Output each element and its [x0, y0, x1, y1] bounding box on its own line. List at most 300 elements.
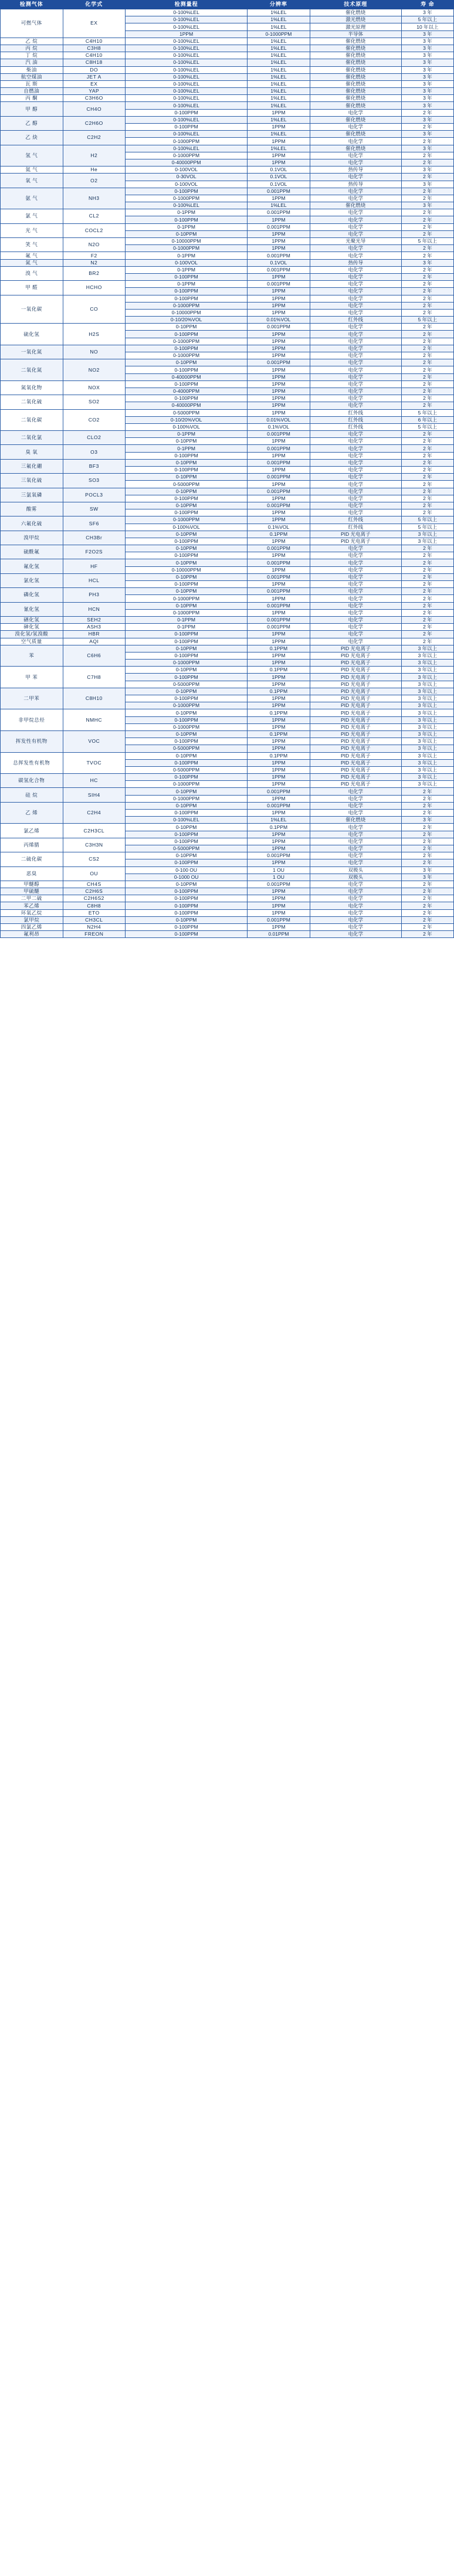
range-cell: 0-100%LEL: [126, 131, 248, 138]
technology-cell: 热传导: [310, 166, 401, 174]
technology-cell: 电化学: [310, 295, 401, 302]
column-header-gas: 检测气体: [1, 1, 63, 9]
lifetime-cell: 5 年以上: [401, 516, 453, 524]
lifetime-cell: 2 年: [401, 252, 453, 259]
gas-name-cell: 乙 醇: [1, 116, 63, 130]
lifetime-cell: 3 年: [401, 38, 453, 45]
lifetime-cell: 3 年: [401, 202, 453, 209]
resolution-cell: 1PPM: [248, 631, 310, 638]
range-cell: 0-10PPM: [126, 688, 248, 695]
lifetime-cell: 2 年: [401, 559, 453, 566]
technology-cell: 电化学: [310, 395, 401, 402]
gas-formula-cell: ETO: [63, 909, 126, 916]
resolution-cell: 0.01%VOL: [248, 416, 310, 423]
range-cell: 0-10PPM: [126, 573, 248, 580]
range-cell: 0-100%LEL: [126, 145, 248, 152]
technology-cell: 电化学: [310, 345, 401, 352]
technology-cell: 电化学: [310, 588, 401, 595]
range-cell: 0-100PPM: [126, 581, 248, 588]
technology-cell: 催化燃烧: [310, 38, 401, 45]
range-cell: 1PPM: [126, 30, 248, 38]
range-cell: 0-10PPM: [126, 709, 248, 716]
resolution-cell: 0.001PPM: [248, 281, 310, 288]
resolution-cell: 1PPM: [248, 838, 310, 845]
range-cell: 0-100PPM: [126, 552, 248, 559]
technology-cell: 电化学: [310, 445, 401, 452]
lifetime-cell: 5 年以上: [401, 409, 453, 416]
range-cell: 0-10PPM: [126, 802, 248, 809]
range-cell: 0-100%LEL: [126, 95, 248, 102]
technology-cell: 电化学: [310, 380, 401, 388]
technology-cell: 电化学: [310, 924, 401, 931]
range-cell: 0-1000PPM: [126, 660, 248, 667]
lifetime-cell: 3 年: [401, 259, 453, 266]
range-cell: 0-1000PPM: [126, 338, 248, 345]
technology-cell: 电化学: [310, 452, 401, 459]
range-cell: 0-100%LEL: [126, 66, 248, 73]
gas-formula-cell: C3H3N: [63, 838, 126, 852]
lifetime-cell: 2 年: [401, 302, 453, 309]
lifetime-cell: 3 年: [401, 52, 453, 59]
resolution-cell: 1PPM: [248, 388, 310, 395]
lifetime-cell: 3 年: [401, 95, 453, 102]
resolution-cell: 0.1%VOL: [248, 423, 310, 430]
resolution-cell: 1PPM: [248, 566, 310, 573]
resolution-cell: 1PPM: [248, 859, 310, 866]
range-cell: 0-100PPM: [126, 216, 248, 223]
technology-cell: PID 光电离子: [310, 667, 401, 674]
range-cell: 0-1000PPM: [126, 302, 248, 309]
lifetime-cell: 2 年: [401, 295, 453, 302]
range-cell: 0-10PPM: [126, 881, 248, 888]
range-cell: 0-1PPM: [126, 252, 248, 259]
gas-formula-cell: CS2: [63, 852, 126, 866]
gas-name-cell: 丙 烷: [1, 45, 63, 52]
resolution-cell: 1%LEL: [248, 16, 310, 23]
lifetime-cell: 2 年: [401, 230, 453, 237]
technology-cell: 电化学: [310, 552, 401, 559]
technology-cell: 电化学: [310, 159, 401, 166]
resolution-cell: 0.1PPM: [248, 688, 310, 695]
gas-name-cell: 溴 气: [1, 266, 63, 280]
range-cell: 0-5000PPM: [126, 681, 248, 688]
gas-name-cell: 氮 气: [1, 259, 63, 266]
table-row: [1, 66, 454, 73]
technology-cell: 电化学: [310, 174, 401, 181]
gas-formula-cell: CO: [63, 295, 126, 324]
resolution-cell: 1PPM: [248, 674, 310, 681]
gas-name-cell: 柴油: [1, 66, 63, 73]
resolution-cell: 0.001PPM: [248, 916, 310, 923]
resolution-cell: 1PPM: [248, 581, 310, 588]
table-row: [1, 324, 454, 331]
table-row: [1, 916, 454, 923]
gas-formula-cell: C3H6O: [63, 95, 126, 102]
resolution-cell: 0.01%VOL: [248, 317, 310, 324]
lifetime-cell: 2 年: [401, 380, 453, 388]
range-cell: 0-5000PPM: [126, 845, 248, 852]
gas-name-cell: 硒化氢: [1, 616, 63, 623]
technology-cell: 激光燃烧: [310, 16, 401, 23]
gas-formula-cell: C2H4: [63, 802, 126, 824]
gas-formula-cell: NMHC: [63, 709, 126, 731]
technology-cell: 电化学: [310, 124, 401, 131]
technology-cell: 电化学: [310, 288, 401, 295]
technology-cell: 电化学: [310, 331, 401, 338]
technology-cell: 电化学: [310, 895, 401, 902]
gas-formula-cell: SO3: [63, 474, 126, 488]
resolution-cell: 1PPM: [248, 509, 310, 516]
technology-cell: 电化学: [310, 223, 401, 230]
range-cell: 0-100PPM: [126, 288, 248, 295]
technology-cell: 半导体: [310, 30, 401, 38]
range-cell: 0-10PPM: [126, 730, 248, 738]
lifetime-cell: 2 年: [401, 124, 453, 131]
range-cell: 0-1000PPM: [126, 595, 248, 602]
table-row: [1, 188, 454, 195]
gas-formula-cell: He: [63, 166, 126, 174]
gas-name-cell: 甲 醇: [1, 102, 63, 116]
lifetime-cell: 2 年: [401, 388, 453, 395]
gas-name-cell: 挥发性有机物: [1, 730, 63, 752]
range-cell: 0-100PPM: [126, 931, 248, 938]
range-cell: 0-1000PPM: [126, 352, 248, 359]
technology-cell: 电化学: [310, 252, 401, 259]
gas-formula-cell: CH4O: [63, 102, 126, 116]
table-row: [1, 488, 454, 495]
range-cell: 0-1PPM: [126, 445, 248, 452]
lifetime-cell: 2 年: [401, 188, 453, 195]
gas-formula-cell: CL2: [63, 209, 126, 223]
range-cell: 0-10PPM: [126, 230, 248, 237]
resolution-cell: 1PPM: [248, 652, 310, 659]
gas-name-cell: 苯: [1, 645, 63, 667]
resolution-cell: 1PPM: [248, 409, 310, 416]
resolution-cell: 0.001PPM: [248, 445, 310, 452]
technology-cell: 电化学: [310, 559, 401, 566]
range-cell: 0-10PPM: [126, 602, 248, 609]
gas-name-cell: 环氧乙烷: [1, 909, 63, 916]
resolution-cell: 1PPM: [248, 552, 310, 559]
gas-name-cell: 二氧化碳: [1, 409, 63, 431]
gas-name-cell: 氟 气: [1, 252, 63, 259]
resolution-cell: 1%LEL: [248, 88, 310, 95]
technology-cell: 电化学: [310, 488, 401, 495]
resolution-cell: 1%LEL: [248, 131, 310, 138]
gas-formula-cell: EX: [63, 9, 126, 38]
table-row: [1, 616, 454, 623]
lifetime-cell: 2 年: [401, 859, 453, 866]
range-cell: 0-100PPM: [126, 395, 248, 402]
range-cell: 0-5000PPM: [126, 766, 248, 773]
table-row: [1, 380, 454, 388]
resolution-cell: 1PPM: [248, 216, 310, 223]
range-cell: 0-1PPM: [126, 616, 248, 623]
table-header: [1, 1, 454, 9]
lifetime-cell: 2 年: [401, 138, 453, 145]
technology-cell: 光聚光导: [310, 238, 401, 245]
table-row: [1, 445, 454, 452]
gas-formula-cell: H2S: [63, 324, 126, 345]
technology-cell: 激光原理: [310, 23, 401, 30]
lifetime-cell: 3 年: [401, 66, 453, 73]
range-cell: 0-1000PPM: [126, 195, 248, 202]
range-cell: 0-100%VOL: [126, 524, 248, 531]
resolution-cell: 1PPM: [248, 230, 310, 237]
lifetime-cell: 5 年以上: [401, 16, 453, 23]
resolution-cell: 1%LEL: [248, 38, 310, 45]
resolution-cell: 1PPM: [248, 159, 310, 166]
resolution-cell: 1PPM: [248, 238, 310, 245]
range-cell: 0-5000PPM: [126, 745, 248, 752]
gas-formula-cell: CO2: [63, 409, 126, 431]
range-cell: 0-100PPM: [126, 331, 248, 338]
lifetime-cell: 2 年: [401, 338, 453, 345]
table-body: [1, 9, 454, 938]
range-cell: 0-1000PPM: [126, 702, 248, 709]
resolution-cell: 1%LEL: [248, 9, 310, 16]
range-cell: 0-10PPM: [126, 531, 248, 538]
lifetime-cell: 2 年: [401, 281, 453, 288]
table-row: [1, 638, 454, 645]
resolution-cell: 1PPM: [248, 495, 310, 502]
resolution-cell: 1%LEL: [248, 817, 310, 824]
technology-cell: 电化学: [310, 931, 401, 938]
lifetime-cell: 2 年: [401, 324, 453, 331]
resolution-cell: 1PPM: [248, 245, 310, 252]
gas-formula-cell: PH3: [63, 588, 126, 602]
range-cell: 0-1PPM: [126, 624, 248, 631]
range-cell: 0-1000PPM: [126, 138, 248, 145]
gas-formula-cell: POCL3: [63, 488, 126, 502]
technology-cell: 热传导: [310, 259, 401, 266]
technology-cell: 电化学: [310, 902, 401, 909]
lifetime-cell: 2 年: [401, 273, 453, 280]
gas-name-cell: 二甲苯: [1, 688, 63, 709]
resolution-cell: 1PPM: [248, 345, 310, 352]
gas-name-cell: 氟利昂: [1, 931, 63, 938]
technology-cell: 电化学: [310, 845, 401, 852]
technology-cell: 电化学: [310, 581, 401, 588]
resolution-cell: 0.001PPM: [248, 252, 310, 259]
lifetime-cell: 3 年: [401, 131, 453, 138]
range-cell: 0-1PPM: [126, 209, 248, 216]
gas-formula-cell: EX: [63, 80, 126, 87]
gas-name-cell: 自燃油: [1, 88, 63, 95]
technology-cell: 电化学: [310, 324, 401, 331]
resolution-cell: 1PPM: [248, 109, 310, 116]
lifetime-cell: 2 年: [401, 488, 453, 495]
technology-cell: 电化学: [310, 216, 401, 223]
gas-name-cell: 乙 炔: [1, 131, 63, 145]
table-row: [1, 824, 454, 831]
lifetime-cell: 2 年: [401, 924, 453, 931]
resolution-cell: 0.001PPM: [248, 545, 310, 552]
resolution-cell: 1PPM: [248, 538, 310, 545]
range-cell: 0-10PPM: [126, 588, 248, 595]
lifetime-cell: 2 年: [401, 288, 453, 295]
table-row: [1, 223, 454, 230]
range-cell: 0-100PPM: [126, 366, 248, 373]
table-row: [1, 545, 454, 552]
lifetime-cell: 2 年: [401, 452, 453, 459]
technology-cell: 电化学: [310, 359, 401, 366]
technology-cell: 电化学: [310, 373, 401, 380]
gas-formula-cell: CH3CL: [63, 916, 126, 923]
gas-name-cell: 氯化氢: [1, 573, 63, 587]
range-cell: 0-100PPM: [126, 738, 248, 745]
lifetime-cell: 2 年: [401, 609, 453, 616]
technology-cell: 电化学: [310, 566, 401, 573]
range-cell: 0-10PPM: [126, 324, 248, 331]
technology-cell: PID 光电离子: [310, 774, 401, 781]
lifetime-cell: 3 年: [401, 88, 453, 95]
gas-formula-cell: TVOC: [63, 752, 126, 774]
table-row: [1, 395, 454, 402]
lifetime-cell: 2 年: [401, 331, 453, 338]
technology-cell: 催化燃烧: [310, 102, 401, 109]
resolution-cell: 0.001PPM: [248, 852, 310, 859]
gas-name-cell: 甲 醛: [1, 281, 63, 295]
lifetime-cell: 3 年以上: [401, 538, 453, 545]
gas-formula-cell: COCL2: [63, 223, 126, 237]
technology-cell: PID 光电离子: [310, 645, 401, 652]
resolution-cell: 1PPM: [248, 795, 310, 802]
column-header-lifetime: 寿 命: [401, 1, 453, 9]
resolution-cell: 1PPM: [248, 302, 310, 309]
lifetime-cell: 2 年: [401, 373, 453, 380]
lifetime-cell: 2 年: [401, 788, 453, 795]
lifetime-cell: 2 年: [401, 902, 453, 909]
resolution-cell: 0.1VOL: [248, 259, 310, 266]
range-cell: 0-10000PPM: [126, 309, 248, 316]
gas-name-cell: 一氧化氮: [1, 345, 63, 359]
range-cell: 0-10PPM: [126, 545, 248, 552]
table-row: [1, 209, 454, 216]
range-cell: 0-100PPM: [126, 345, 248, 352]
range-cell: 0-100%LEL: [126, 23, 248, 30]
lifetime-cell: 3 年以上: [401, 730, 453, 738]
lifetime-cell: 2 年: [401, 352, 453, 359]
gas-name-cell: 硫化氢: [1, 324, 63, 345]
technology-cell: 催化燃烧: [310, 45, 401, 52]
table-row: [1, 688, 454, 695]
resolution-cell: 0.001PPM: [248, 431, 310, 438]
range-cell: 0-10PPM: [126, 752, 248, 759]
resolution-cell: 0.1PPM: [248, 824, 310, 831]
lifetime-cell: 2 年: [401, 309, 453, 316]
table-row: [1, 145, 454, 152]
technology-cell: 催化燃烧: [310, 145, 401, 152]
range-cell: 0-100PPM: [126, 810, 248, 817]
resolution-cell: 0.001PPM: [248, 559, 310, 566]
lifetime-cell: 3 年: [401, 874, 453, 881]
technology-cell: 催化燃烧: [310, 52, 401, 59]
range-cell: 0-1000PPM: [126, 516, 248, 524]
table-row: [1, 116, 454, 123]
lifetime-cell: 2 年: [401, 838, 453, 845]
gas-formula-cell: C2H2: [63, 131, 126, 145]
lifetime-cell: 2 年: [401, 366, 453, 373]
technology-cell: 催化燃烧: [310, 202, 401, 209]
lifetime-cell: 3 年以上: [401, 660, 453, 667]
gas-formula-cell: HCL: [63, 573, 126, 587]
technology-cell: 电化学: [310, 909, 401, 916]
technology-cell: 电化学: [310, 302, 401, 309]
resolution-cell: 0.001PPM: [248, 802, 310, 809]
range-cell: 0-30VOL: [126, 174, 248, 181]
lifetime-cell: 2 年: [401, 638, 453, 645]
resolution-cell: 0.01PPM: [248, 931, 310, 938]
gas-formula-cell: F2O2S: [63, 545, 126, 559]
technology-cell: PID 光电离子: [310, 752, 401, 759]
range-cell: 0-1000PPM: [126, 609, 248, 616]
lifetime-cell: 3 年以上: [401, 759, 453, 766]
lifetime-cell: 2 年: [401, 895, 453, 902]
technology-cell: 电化学: [310, 788, 401, 795]
range-cell: 0-100%LEL: [126, 59, 248, 66]
resolution-cell: 0.1PPM: [248, 709, 310, 716]
table-row: [1, 95, 454, 102]
table-row: [1, 573, 454, 580]
range-cell: 0-100PPM: [126, 273, 248, 280]
lifetime-cell: 2 年: [401, 581, 453, 588]
lifetime-cell: 3 年以上: [401, 688, 453, 695]
lifetime-cell: 2 年: [401, 909, 453, 916]
table-row: [1, 881, 454, 888]
resolution-cell: 0.1PPM: [248, 667, 310, 674]
gas-name-cell: 硅 烷: [1, 788, 63, 802]
lifetime-cell: 2 年: [401, 438, 453, 445]
resolution-cell: 1PPM: [248, 774, 310, 781]
technology-cell: PID 光电离子: [310, 759, 401, 766]
technology-cell: 催化燃烧: [310, 131, 401, 138]
lifetime-cell: 2 年: [401, 824, 453, 831]
gas-name-cell: 氧 气: [1, 174, 63, 188]
lifetime-cell: 2 年: [401, 852, 453, 859]
resolution-cell: 1PPM: [248, 331, 310, 338]
resolution-cell: 0.001PPM: [248, 881, 310, 888]
lifetime-cell: 2 年: [401, 616, 453, 623]
range-cell: 0-10PPM: [126, 474, 248, 481]
lifetime-cell: 3 年以上: [401, 645, 453, 652]
range-cell: 0-100%LEL: [126, 116, 248, 123]
gas-formula-cell: C2H6S2: [63, 895, 126, 902]
gas-name-cell: 砷化氢: [1, 624, 63, 631]
gas-name-cell: 溴化氢/氢溴酸: [1, 631, 63, 638]
lifetime-cell: 2 年: [401, 266, 453, 273]
table-row: [1, 752, 454, 759]
technology-cell: 催化燃烧: [310, 73, 401, 80]
range-cell: 0-100%LEL: [126, 38, 248, 45]
gas-name-cell: 光 气: [1, 223, 63, 237]
lifetime-cell: 3 年以上: [401, 716, 453, 723]
lifetime-cell: 3 年: [401, 181, 453, 188]
lifetime-cell: 3 年: [401, 9, 453, 16]
range-cell: 0-100PPM: [126, 895, 248, 902]
gas-formula-cell: NH3: [63, 188, 126, 209]
resolution-cell: 1PPM: [248, 467, 310, 474]
technology-cell: 催化燃烧: [310, 9, 401, 16]
resolution-cell: 1PPM: [248, 373, 310, 380]
technology-cell: PID 光电离子: [310, 781, 401, 788]
technology-cell: 红外线: [310, 416, 401, 423]
gas-name-cell: 二硫化碳: [1, 852, 63, 866]
gas-name-cell: 汽 油: [1, 59, 63, 66]
range-cell: 0-100PPM: [126, 716, 248, 723]
resolution-cell: 1PPM: [248, 516, 310, 524]
gas-name-cell: 丙 酮: [1, 95, 63, 102]
